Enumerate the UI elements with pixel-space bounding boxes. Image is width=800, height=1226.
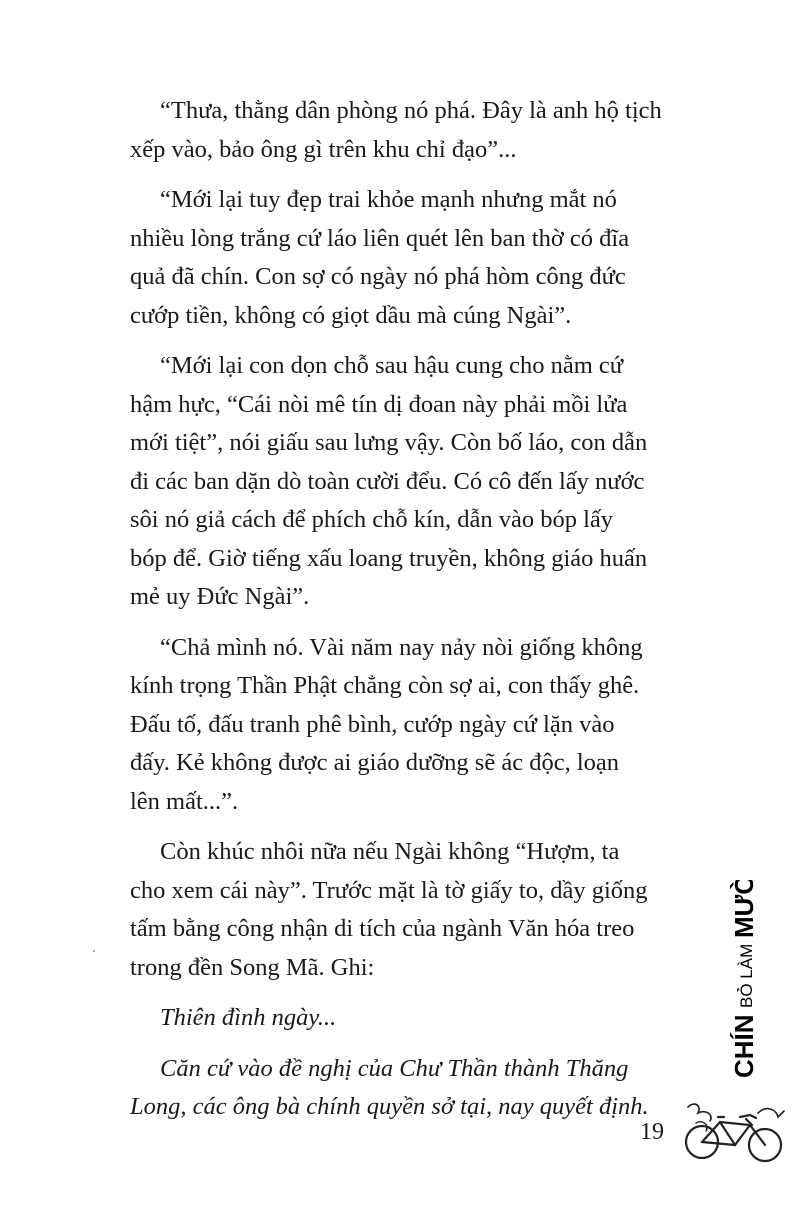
text-line: “Chả mình nó. Vài năm nay nảy nòi giống không (160, 633, 643, 661)
text-line: Đấu tố, đấu tranh phê bình, cướp ngày cứ lặn vào (130, 710, 615, 738)
text-line: Long, các ông bà chính quyền sở tại, nay quyết định. (130, 1093, 649, 1120)
paragraph-5 (130, 833, 675, 987)
text-line: trong đền Song Mã. Ghi: (130, 953, 375, 981)
margin-mark (93, 950, 95, 952)
text-line: “Mới lại con dọn chỗ sau hậu cung cho nằm cứ (160, 352, 624, 379)
text-line: sôi nó giả cách để phích chỗ kín, dẫn vào bóp lấy (130, 506, 614, 533)
body-text (130, 92, 675, 1139)
text-line: “Thưa, thằng dân phòng nó phá. Đây là anh hộ tịch (160, 97, 662, 124)
page-number: 19 (640, 1119, 664, 1145)
title-word-chin: CHÍN (729, 1014, 759, 1078)
title-word-muoi: MƯỜI (729, 880, 759, 938)
text-line: kính trọng Thần Phật chẳng còn sợ ai, con thấy ghê. (130, 672, 640, 699)
bicycle-icon (680, 1095, 788, 1165)
text-line: quả đã chín. Con sợ có ngày nó phá hòm công đức (130, 263, 626, 290)
book-title-vertical (716, 880, 766, 1080)
text-line: đi các ban dặn dò toàn cười đểu. Có cô đến lấy nước (130, 467, 645, 495)
text-line: “Mới lại tuy đẹp trai khỏe mạnh nhưng mắt nó (160, 186, 617, 213)
text-line: bóp để. Giờ tiếng xấu loang truyền, không giáo huấn (130, 544, 648, 572)
text-line: cướp tiền, không có giọt dầu mà cúng Ngài”. (130, 301, 572, 329)
text-line: hậm hực, “Cái nòi mê tín dị đoan này phải mồi lửa (130, 390, 628, 418)
text-line: mới tiệt”, nói giấu sau lưng vậy. Còn bố láo, con dẫn (130, 429, 648, 456)
paragraph-1 (130, 92, 675, 169)
text-line: Còn khúc nhôi nữa nếu Ngài không “Hượm, ta (160, 838, 620, 865)
title-word-bo-lam: BỎ LÀM (737, 943, 756, 1008)
paragraph-4 (130, 629, 675, 822)
text-line: mẻ uy Đức Ngài”. (130, 583, 310, 610)
text-line: cho xem cái này”. Trước mặt là tờ giấy to, dầy giống (130, 876, 648, 904)
paragraph-7 (130, 1050, 675, 1127)
text-line: Căn cứ vào đề nghị của Chư Thần thành Thăng (160, 1054, 629, 1082)
text-line: Thiên đình ngày... (160, 1004, 337, 1031)
text-line: tấm bằng công nhận di tích của ngành Văn hóa treo (130, 915, 635, 942)
paragraph-3 (130, 347, 675, 617)
paragraph-6 (130, 999, 675, 1038)
paragraph-2 (130, 181, 675, 335)
text-line: đấy. Kẻ không được ai giáo dưỡng sẽ ác độc, loạn (130, 749, 620, 776)
text-line: xếp vào, bảo ông gì trên khu chỉ đạo”... (130, 135, 517, 163)
text-line: nhiều lòng trắng cứ láo liên quét lên ban thờ có đĩa (130, 224, 630, 252)
text-line: lên mất...”. (130, 787, 239, 815)
